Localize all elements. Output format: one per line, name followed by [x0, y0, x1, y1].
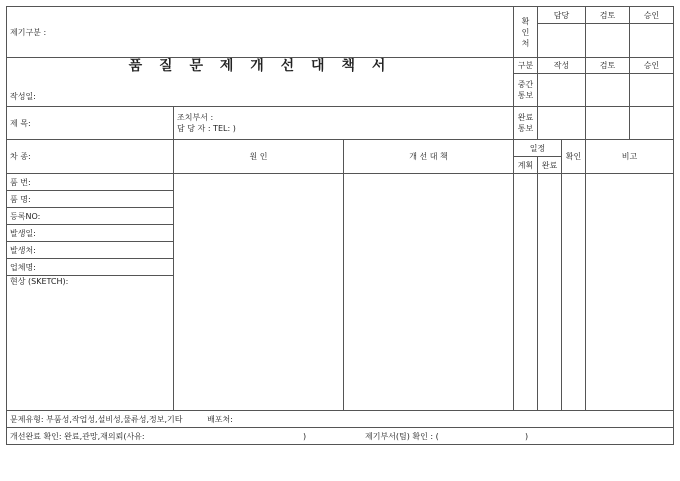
plan-body[interactable]	[514, 174, 538, 411]
approval2-complete-approve[interactable]	[630, 107, 674, 140]
info-field: 품 명:	[7, 191, 174, 208]
schedule-header: 일정	[514, 140, 562, 157]
approval-col-staff: 담당	[538, 7, 586, 24]
action-dept-label: 조치부서 :	[177, 113, 214, 122]
subject-label: 제 목:	[10, 118, 31, 128]
plan-header: 계획	[514, 157, 538, 174]
remark-header: 비고	[586, 140, 674, 174]
remark-body[interactable]	[586, 174, 674, 411]
footer-completion	[7, 428, 674, 445]
approval-sign-review[interactable]	[586, 24, 630, 58]
approval2-interim-write[interactable]	[538, 74, 586, 107]
done-header: 완료	[538, 157, 562, 174]
car-type-header: 차 종:	[7, 140, 174, 174]
confirm-body[interactable]	[562, 174, 586, 411]
distribution-label: 배포처:	[207, 414, 233, 424]
quality-improvement-form	[6, 6, 674, 445]
completion-check-label: 개선완료 확인: 완료,관망,재의뢰(사유:	[10, 431, 145, 441]
confirm-header: 확인	[562, 140, 586, 174]
cause-body[interactable]	[174, 174, 344, 411]
countermeasure-header: 개 선 대 책	[344, 140, 514, 174]
approval2-row-complete: 완료 통보	[514, 107, 538, 140]
approval2-header-review: 검토	[586, 58, 630, 74]
person-label: 담 당 자 : TEL: )	[177, 124, 236, 133]
page-title: 품 질 문 제 개 선 대 책 서	[128, 58, 392, 74]
title-cell	[7, 58, 514, 107]
approval2-complete-write[interactable]	[538, 107, 586, 140]
info-field: 품 번:	[7, 174, 174, 191]
info-field: 발생일:	[7, 225, 174, 242]
info-field: 업체명:	[7, 259, 174, 276]
approval2-row-interim: 중간 통보	[514, 74, 538, 107]
approval2-complete-review[interactable]	[586, 107, 630, 140]
approval2-interim-review[interactable]	[586, 74, 630, 107]
problem-type-label: 문제유형: 부품성,작업성,설비성,물류성,정보,기타	[10, 414, 183, 424]
approval2-header-write: 작성	[538, 58, 586, 74]
approval2-header-approve: 승인	[630, 58, 674, 74]
approval-col-review: 검토	[586, 7, 630, 24]
approval-sign-approve[interactable]	[630, 24, 674, 58]
doc-type-label: 제기구분 :	[10, 27, 47, 37]
approval2-interim-approve[interactable]	[630, 74, 674, 107]
date-label: 작성일:	[10, 92, 36, 101]
doc-type-cell	[7, 7, 514, 58]
sketch-cell[interactable]	[7, 276, 174, 411]
footer-problem-type	[7, 411, 674, 428]
approval-vertical-label: 확 인 처	[514, 7, 538, 58]
sketch-label: 현상 (SKETCH):	[10, 277, 69, 286]
approval-sign-staff[interactable]	[538, 24, 586, 58]
completion-close: )	[303, 431, 307, 441]
dept-person-cell	[174, 107, 514, 140]
info-field: 발생처:	[7, 242, 174, 259]
dept-close: )	[525, 431, 529, 441]
subject-cell	[7, 107, 174, 140]
dept-check-label: 제기부서(팀) 확인 : (	[365, 431, 439, 441]
approval2-header-type: 구분	[514, 58, 538, 74]
cause-header: 원 인	[174, 140, 344, 174]
info-field: 등록NO:	[7, 208, 174, 225]
done-body[interactable]	[538, 174, 562, 411]
approval-col-approve: 승인	[630, 7, 674, 24]
countermeasure-body[interactable]	[344, 174, 514, 411]
